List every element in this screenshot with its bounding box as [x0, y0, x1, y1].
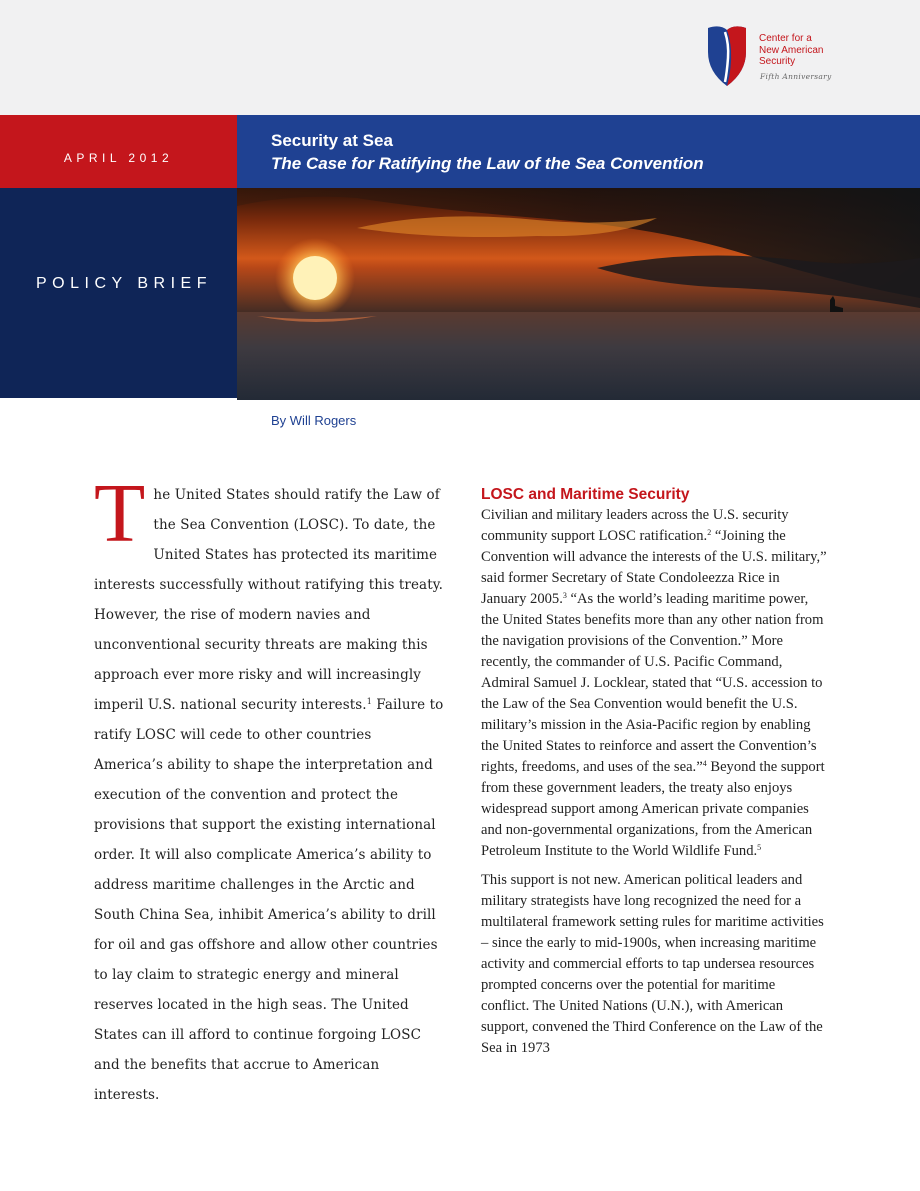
body-column: [481, 484, 827, 1067]
body-text: “As the world’s leading maritime power, the United States benefits more than any other nation from the navigation provisions of the Convention.” More recently, the commander of U.S. Pacific Command, Admiral Samuel J. Locklear, stated that “U.S. accession to the Law of the Sea Convention would benefit the U.S. military’s mission in the Asia-Pacific region by enabling the United States to reinforce and assert the Convention’s rights, freedoms, and uses of the sea.”: [481, 591, 824, 775]
doc-type-panel: [0, 188, 237, 398]
logo-anniversary: Fifth Anniversary: [760, 72, 832, 81]
intro-text-part2: Failure to ratify LOSC will cede to other countries America’s ability to shape the interpretation and execution of the convention and protect the provisions that support the existing international order. It will also complicate America’s ability to address maritime challenges in the Arctic and South China Sea, inhibit America’s ability to drill for oil and gas offshore and allow other countries to lay claim to strategic energy and mineral reserves located in the high seas. The United States can ill afford to continue forgoing LOSC and the benefits that accrue to American interests.: [94, 697, 444, 1103]
footnote-ref: 5: [757, 843, 762, 852]
intro-text-part1: he United States should ratify the Law of the Sea Convention (LOSC). To date, the United States has protected its maritime interests successfully without ratifying this treaty. However, the rise of modern navies and unconventional security threats are making this approach ever more risky and will increasingly imperil U.S. national security interests.: [94, 487, 444, 713]
footnote-ref: 2: [707, 528, 712, 537]
body-text: “Joining the Convention will advance the interests of the U.S. military,” said former Secretary of State Condoleezza Rice in January 2005.: [481, 528, 827, 607]
doc-type-label: POLICY BRIEF: [36, 275, 212, 292]
doc-subtitle: The Case for Ratifying the Law of the Sea Convention: [271, 154, 704, 173]
cnas-logo: [704, 24, 844, 94]
title-band: [237, 115, 920, 188]
body-text: Civilian and military leaders across the U.S. security community support LOSC ratification.: [481, 507, 789, 544]
shield-icon: [704, 24, 750, 88]
body-text: Beyond the support from these government leaders, the treaty also enjoys widespread support among American private companies and non-governmental organizations, from the American Petroleum Institute to the World Wildlife Fund.: [481, 759, 825, 859]
footnote-ref: 1: [366, 697, 372, 706]
doc-title: Security at Sea: [271, 131, 393, 150]
logo-wordmark: Center for a New American Security: [759, 33, 824, 67]
sunset-photo: [237, 188, 920, 400]
publication-date: APRIL 2012: [63, 151, 174, 165]
footnote-ref: 3: [562, 591, 567, 600]
author-byline: By Will Rogers: [271, 413, 357, 428]
intro-paragraph: [94, 467, 444, 1110]
drop-cap: T: [94, 467, 146, 560]
body-paragraph-2: This support is not new. American political leaders and military strategists have long recognized the need for a multilateral framework setting rules for maritime activities – since the early to mid-1900s, when increasing maritime activity and commercial efforts to tap undersea resources prompted concerns over the potential for maritime conflict. The United Nations (U.N.), with American support, convened the Third Conference on the Law of the Sea in 1973: [481, 872, 824, 1056]
section-heading: LOSC and Maritime Security: [481, 486, 690, 503]
body-paragraph-1: [481, 505, 827, 862]
footnote-ref: 4: [702, 759, 707, 768]
